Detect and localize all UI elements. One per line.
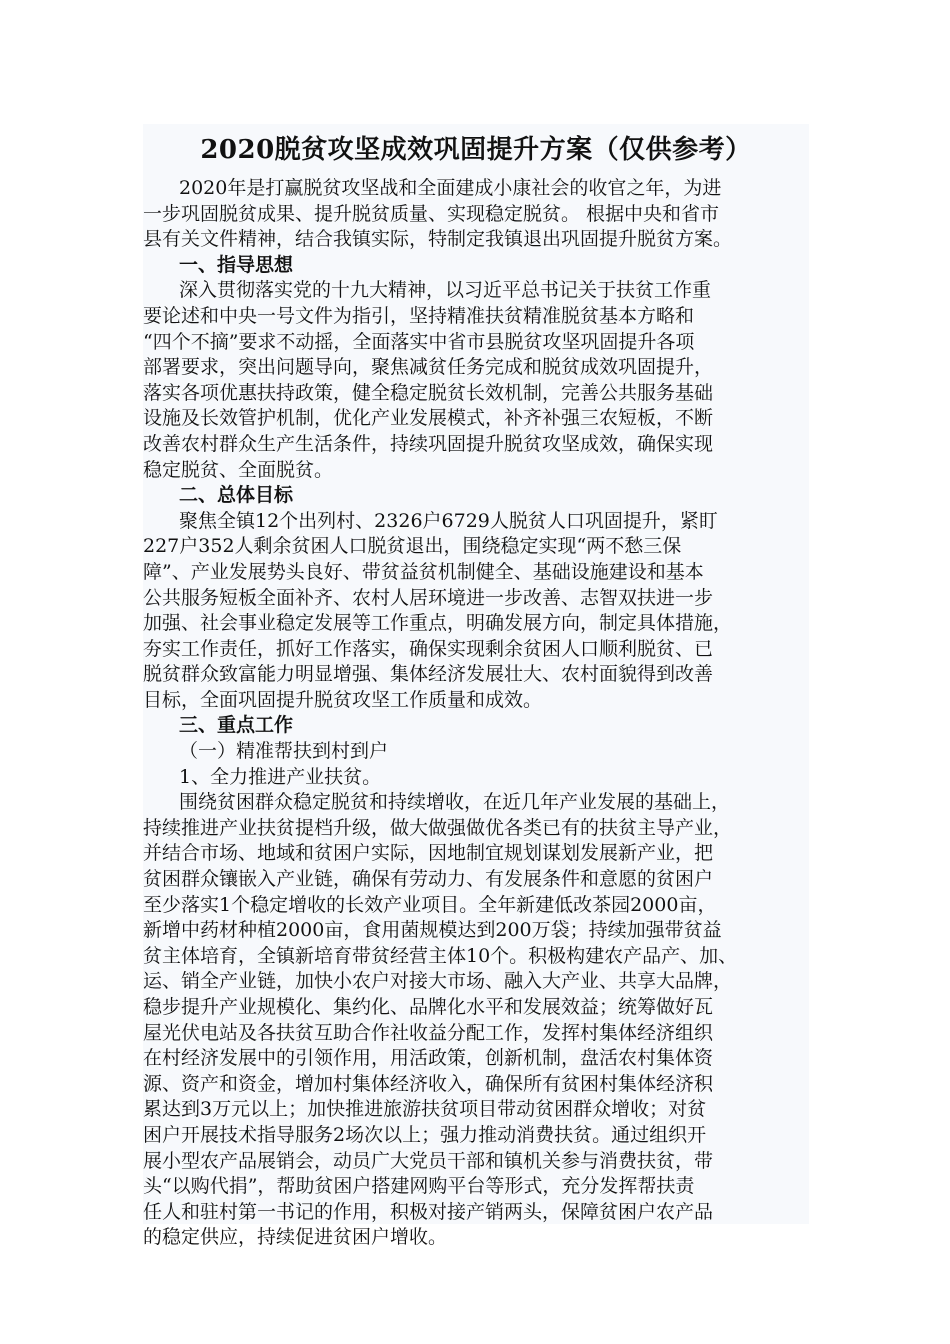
paragraph-line: “四个不摘”要求不动摇，全面落实中省市县脱贫攻坚巩固提升各项	[143, 330, 695, 353]
paragraph-line: 累达到3万元以上；加快推进旅游扶贫项目带动贫困群众增收；对贫	[143, 1098, 707, 1121]
paragraph-line: 在村经济发展中的引领作用，用活政策，创新机制，盘活农村集体资	[143, 1047, 714, 1070]
paragraph-line: 改善农村群众生产生活条件，持续巩固提升脱贫攻坚成效，确保实现	[143, 432, 714, 455]
paragraph-line: 的稳定供应，持续促进贫困户增收。	[143, 1226, 448, 1249]
paragraph-line: 要论述和中央一号文件为指引，坚持精准扶贫精准脱贫基本方略和	[143, 304, 695, 327]
paragraph-line: 落实各项优惠扶持政策，健全稳定脱贫长效机制，完善公共服务基础	[143, 381, 714, 404]
paragraph-line: 持续推进产业扶贫提档升级，做大做强做优各类已有的扶贫主导产业，	[143, 816, 733, 839]
paragraph-line: 深入贯彻落实党的十九大精神，以习近平总书记关于扶贫工作重	[179, 279, 712, 302]
paragraph-line: 围绕贫困群众稳定脱贫和持续增收，在近几年产业发展的基础上，	[179, 791, 731, 814]
paragraph-line: 部署要求，突出问题导向，聚焦减贫任务完成和脱贫成效巩固提升，	[143, 356, 714, 379]
paragraph-line: 障”、产业发展势头良好、带贫益贫机制健全、基础设施建设和基本	[143, 560, 704, 583]
paragraph-line: 困户开展技术指导服务2场次以上；强力推动消费扶贫。通过组织开	[143, 1123, 707, 1146]
paragraph-line: 屋光伏电站及各扶贫互助合作社收益分配工作，发挥村集体经济组织	[143, 1021, 714, 1044]
paragraph-line: 头“以购代捐”，帮助贫困户搭建网购平台等形式，充分发挥帮扶责	[143, 1175, 695, 1198]
document-page	[143, 124, 809, 1249]
document-body	[143, 176, 809, 1251]
paragraph-line: 夯实工作责任，抓好工作落实，确保实现剩余贫困人口顺利脱贫、已	[143, 637, 714, 660]
section-heading: 二、总体目标	[179, 484, 294, 507]
section-heading: 一、指导思想	[179, 253, 294, 276]
paragraph-line: 贫困群众镶嵌入产业链，确保有劳动力、有发展条件和意愿的贫困户	[143, 868, 714, 891]
section-heading: 三、重点工作	[179, 714, 294, 737]
paragraph-line: 新增中药材种植2000亩，食用菌规模达到200万袋；持续加强带贫益	[143, 919, 722, 942]
paragraph-line: 稳定脱贫、全面脱贫。	[143, 458, 334, 481]
paragraph-line: 目标，全面巩固提升脱贫攻坚工作质量和成效。	[143, 688, 543, 711]
paragraph-line: 任人和驻村第一书记的作用，积极对接产销两头，保障贫困户农产品	[143, 1200, 714, 1223]
paragraph-line: 公共服务短板全面补齐、农村人居环境进一步改善、志智双扶进一步	[143, 586, 714, 609]
paragraph-line: 聚焦全镇12个出列村、2326户6729人脱贫人口巩固提升，紧盯	[179, 509, 718, 532]
paragraph-line: 2020年是打赢脱贫攻坚战和全面建成小康社会的收官之年，为进	[179, 177, 722, 199]
paragraph-line: 至少落实1个稳定增收的长效产业项目。全年新建低改茶园2000亩，	[143, 893, 717, 916]
paragraph-line: 贫主体培育，全镇新培育带贫经营主体10个。积极构建农产品产、加、	[143, 944, 738, 967]
paragraph-line: 1、全力推进产业扶贫。	[179, 765, 382, 788]
paragraph-line: 设施及长效管护机制，优化产业发展模式，补齐补强三农短板，不断	[143, 407, 714, 430]
paragraph-line: 运、销全产业链，加快小农户对接大市场、融入大产业、共享大品牌，	[143, 970, 733, 993]
paragraph-line: 源、资产和资金，增加村集体经济收入，确保所有贫困村集体经济积	[143, 1072, 714, 1095]
paragraph-line: 稳步提升产业规模化、集约化、品牌化水平和发展效益；统筹做好瓦	[143, 996, 714, 1018]
paragraph-line: 县有关文件精神，结合我镇实际，特制定我镇退出巩固提升脱贫方案。	[143, 228, 733, 251]
paragraph-line: （一）精准帮扶到村到户	[179, 740, 389, 763]
document-title: 2020脱贫攻坚成效巩固提升方案（仅供参考）	[200, 135, 752, 165]
paragraph-line: 一步巩固脱贫成果、提升脱贫质量、实现稳定脱贫。 根据中央和省市	[143, 202, 720, 225]
paragraph-line: 展小型农产品展销会，动员广大党员干部和镇机关参与消费扶贫，带	[143, 1149, 714, 1172]
paragraph-line: 227户352人剩余贫困人口脱贫退出，围绕稳定实现“两不愁三保	[143, 535, 682, 558]
paragraph-line: 脱贫群众致富能力明显增强、集体经济发展壮大、农村面貌得到改善	[143, 663, 714, 686]
paragraph-line: 加强、社会事业稳定发展等工作重点，明确发展方向，制定具体措施，	[143, 612, 733, 635]
paragraph-line: 并结合市场、地域和贫困户实际，因地制宜规划谋划发展新产业，把	[143, 842, 714, 865]
